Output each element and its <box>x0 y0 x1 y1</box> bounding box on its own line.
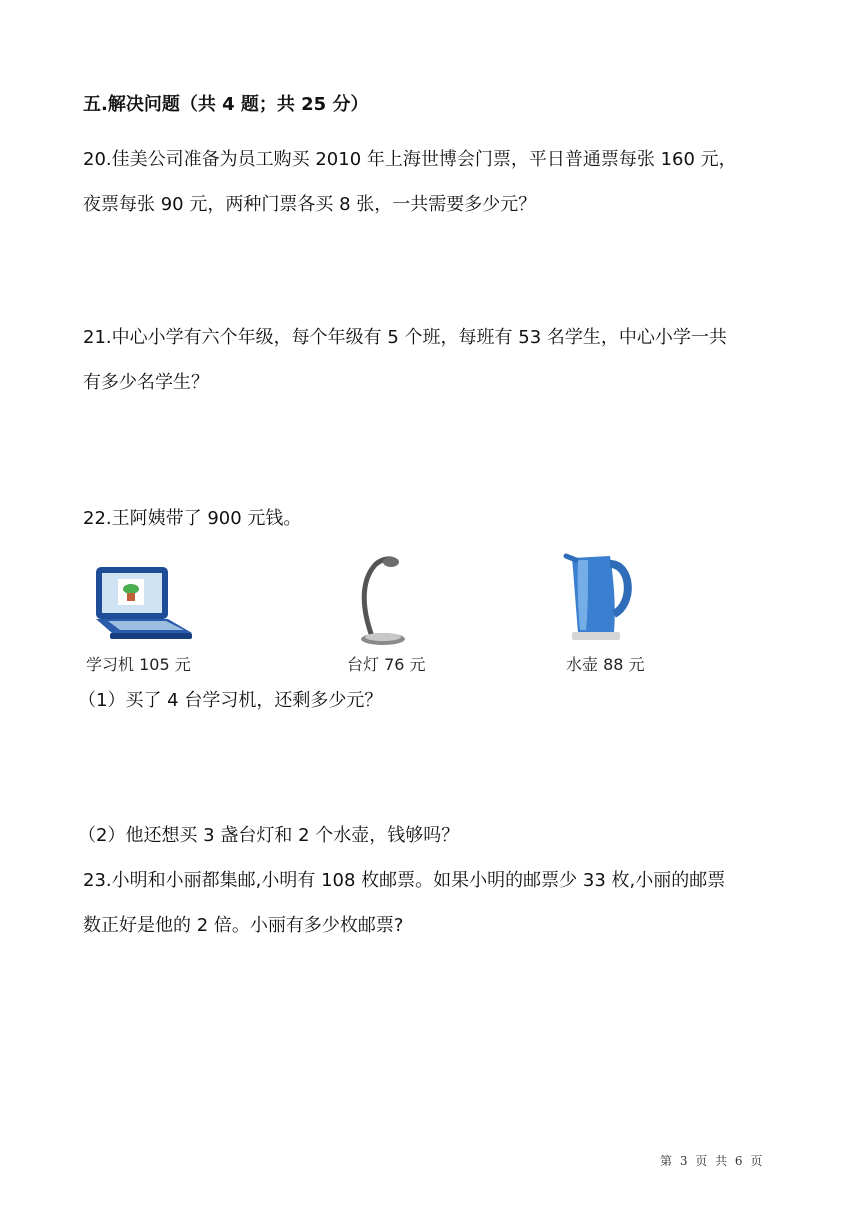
question-20-line-1: 20.佳美公司准备为员工购买 2010 年上海世博会门票，平日普通票每张 160 元， <box>83 149 737 170</box>
question-22-sub-1: （1）买了 4 台学习机，还剩多少元？ <box>78 690 383 711</box>
lamp-caption: 台灯 76 元 <box>347 655 426 674</box>
question-21-line-2: 有多少名学生？ <box>83 372 209 393</box>
laptop-icon <box>86 563 196 643</box>
question-21-line-1: 21.中心小学有六个年级，每个年级有 5 个班，每班有 53 名学生，中心小学一共 <box>83 327 727 348</box>
question-22-sub-2: （2）他还想买 3 盏台灯和 2 个水壶，钱够吗？ <box>78 825 460 846</box>
kettle-caption: 水壶 88 元 <box>566 655 645 674</box>
question-20-line-2: 夜票每张 90 元，两种门票各买 8 张，一共需要多少元？ <box>83 194 537 215</box>
question-23-line-2: 数正好是他的 2 倍。小丽有多少枚邮票? <box>83 915 404 936</box>
desk-lamp-icon <box>345 553 415 648</box>
laptop-item <box>86 563 196 647</box>
lamp-item <box>345 553 415 652</box>
kettle-icon <box>562 550 642 645</box>
page-footer: 第 3 页 共 6 页 <box>660 1154 765 1168</box>
section-title: 五.解决问题（共 4 题；共 25 分） <box>83 94 369 115</box>
question-22-line-1: 22.王阿姨带了 900 元钱。 <box>83 508 302 529</box>
kettle-item <box>562 550 642 649</box>
laptop-caption: 学习机 105 元 <box>86 655 191 674</box>
question-23-line-1: 23.小明和小丽都集邮,小明有 108 枚邮票。如果小明的邮票少 33 枚,小丽的邮票 <box>83 870 726 891</box>
